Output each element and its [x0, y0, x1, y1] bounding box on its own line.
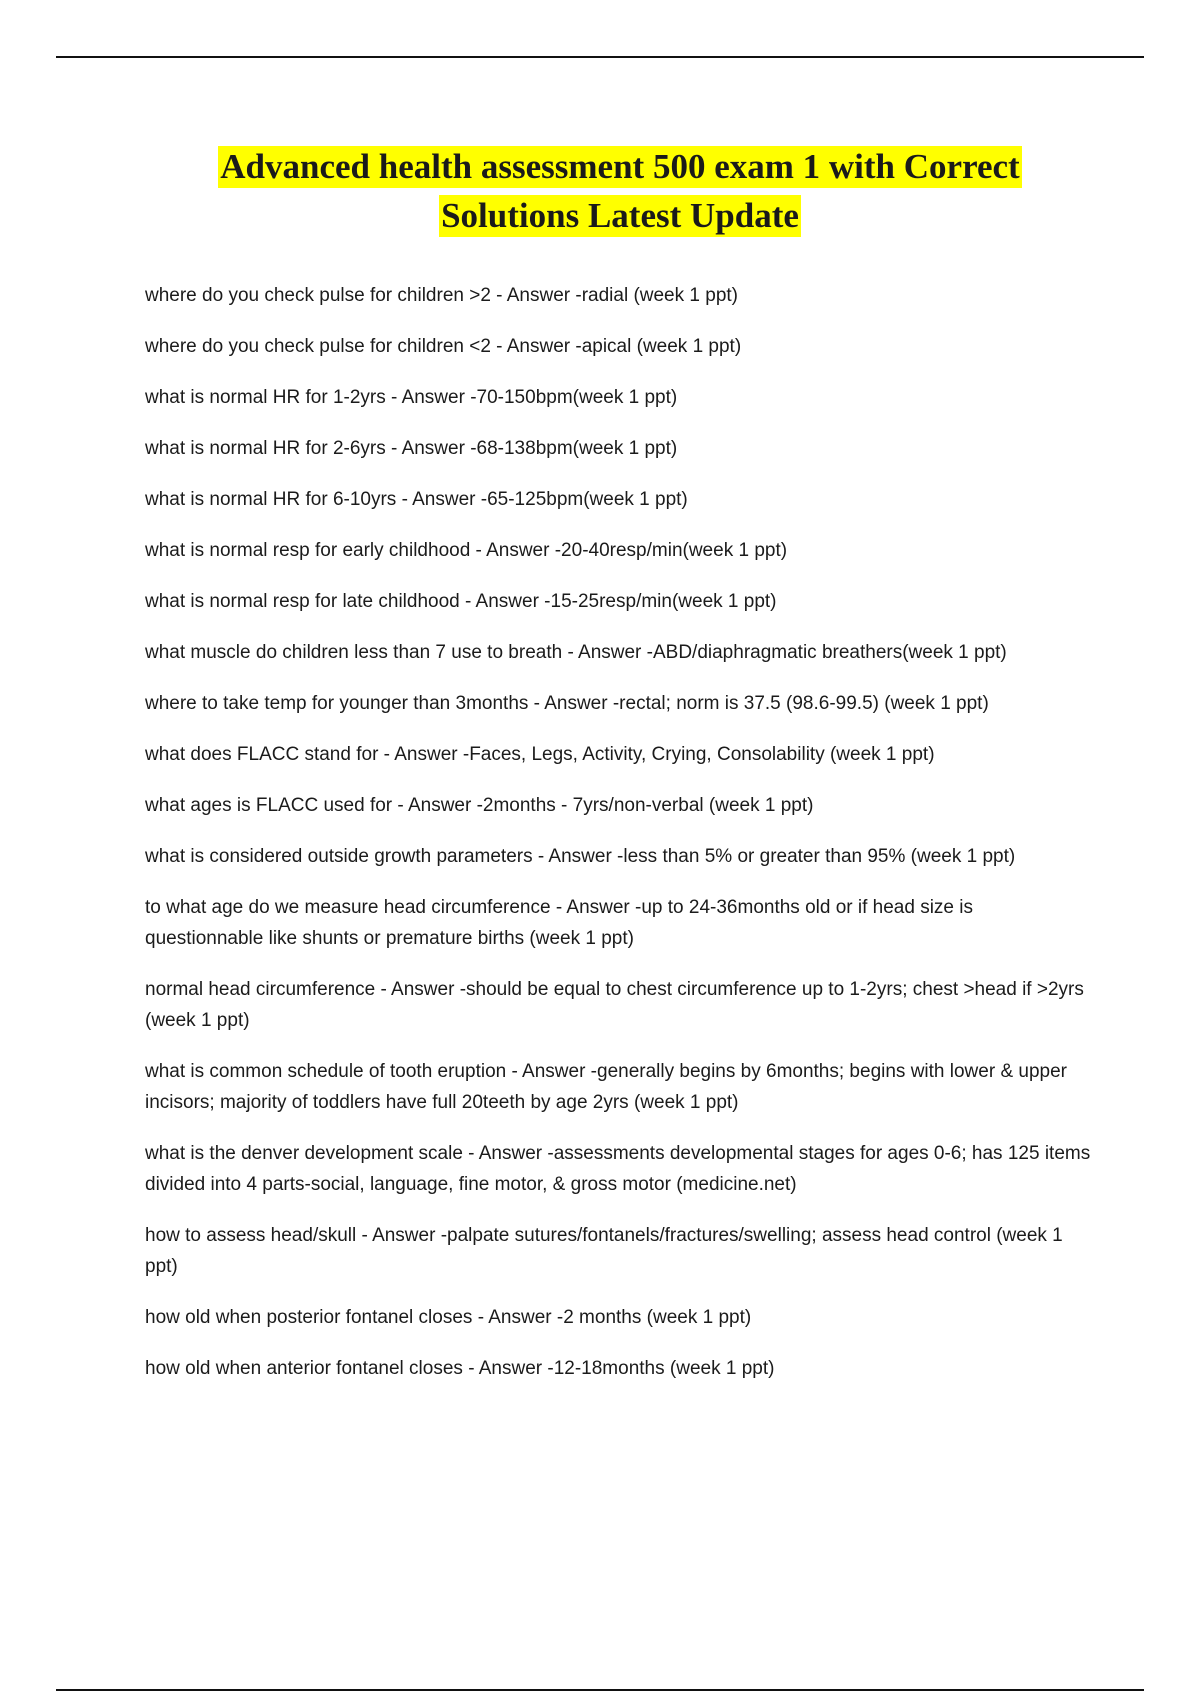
qa-item: what is common schedule of tooth eruption - Answer -generally begins by 6months; begins with lower & upper incisors; majority of toddlers have full 20teeth by age 2yrs (week 1 ppt) [145, 1061, 1067, 1113]
qa-item: what is normal resp for late childhood - Answer -15-25resp/min(week 1 ppt) [145, 591, 777, 612]
qa-item: normal head circumference - Answer -should be equal to chest circumference up to 1-2yrs; chest >head if >2yrs (week 1 ppt) [145, 979, 1084, 1031]
qa-item: what muscle do children less than 7 use to breath - Answer -ABD/diaphragmatic breathers(week 1 ppt) [145, 642, 1007, 663]
qa-item: how old when posterior fontanel closes - Answer -2 months (week 1 ppt) [145, 1307, 752, 1328]
bottom-rule [56, 1689, 1144, 1691]
top-rule [56, 56, 1144, 58]
qa-item: to what age do we measure head circumference - Answer -up to 24-36months old or if head size is questionnable like shunts or premature births (week 1 ppt) [145, 897, 973, 949]
qa-item: what is normal HR for 1-2yrs - Answer -70-150bpm(week 1 ppt) [145, 387, 678, 408]
qa-item: where do you check pulse for children <2 - Answer -apical (week 1 ppt) [145, 336, 742, 357]
qa-item: how to assess head/skull - Answer -palpate sutures/fontanels/fractures/swelling; assess head control (week 1 ppt) [145, 1225, 1063, 1277]
qa-list [145, 280, 1095, 1404]
qa-item: what does FLACC stand for - Answer -Faces, Legs, Activity, Crying, Consolability (week 1 ppt) [145, 744, 935, 765]
title-line-1: Advanced health assessment 500 exam 1 with Correct [220, 147, 1020, 186]
document-title [140, 146, 1100, 244]
title-line-2: Solutions Latest Update [441, 196, 799, 235]
qa-item: what is normal resp for early childhood - Answer -20-40resp/min(week 1 ppt) [145, 540, 788, 561]
qa-item: where do you check pulse for children >2 - Answer -radial (week 1 ppt) [145, 285, 738, 306]
qa-item: how old when anterior fontanel closes - Answer -12-18months (week 1 ppt) [145, 1358, 775, 1379]
qa-item: what is considered outside growth parameters - Answer -less than 5% or greater than 95% (week 1 ppt) [145, 846, 1016, 867]
qa-item: what ages is FLACC used for - Answer -2months - 7yrs/non-verbal (week 1 ppt) [145, 795, 814, 816]
qa-item: what is the denver development scale - Answer -assessments developmental stages for ages 0-6; has 125 items divided into 4 parts-social, language, fine motor, & gross motor (medicine.net) [145, 1143, 1091, 1195]
qa-item: what is normal HR for 2-6yrs - Answer -68-138bpm(week 1 ppt) [145, 438, 678, 459]
qa-item: what is normal HR for 6-10yrs - Answer -65-125bpm(week 1 ppt) [145, 489, 688, 510]
qa-item: where to take temp for younger than 3months - Answer -rectal; norm is 37.5 (98.6-99.5) (week 1 ppt) [145, 693, 989, 714]
